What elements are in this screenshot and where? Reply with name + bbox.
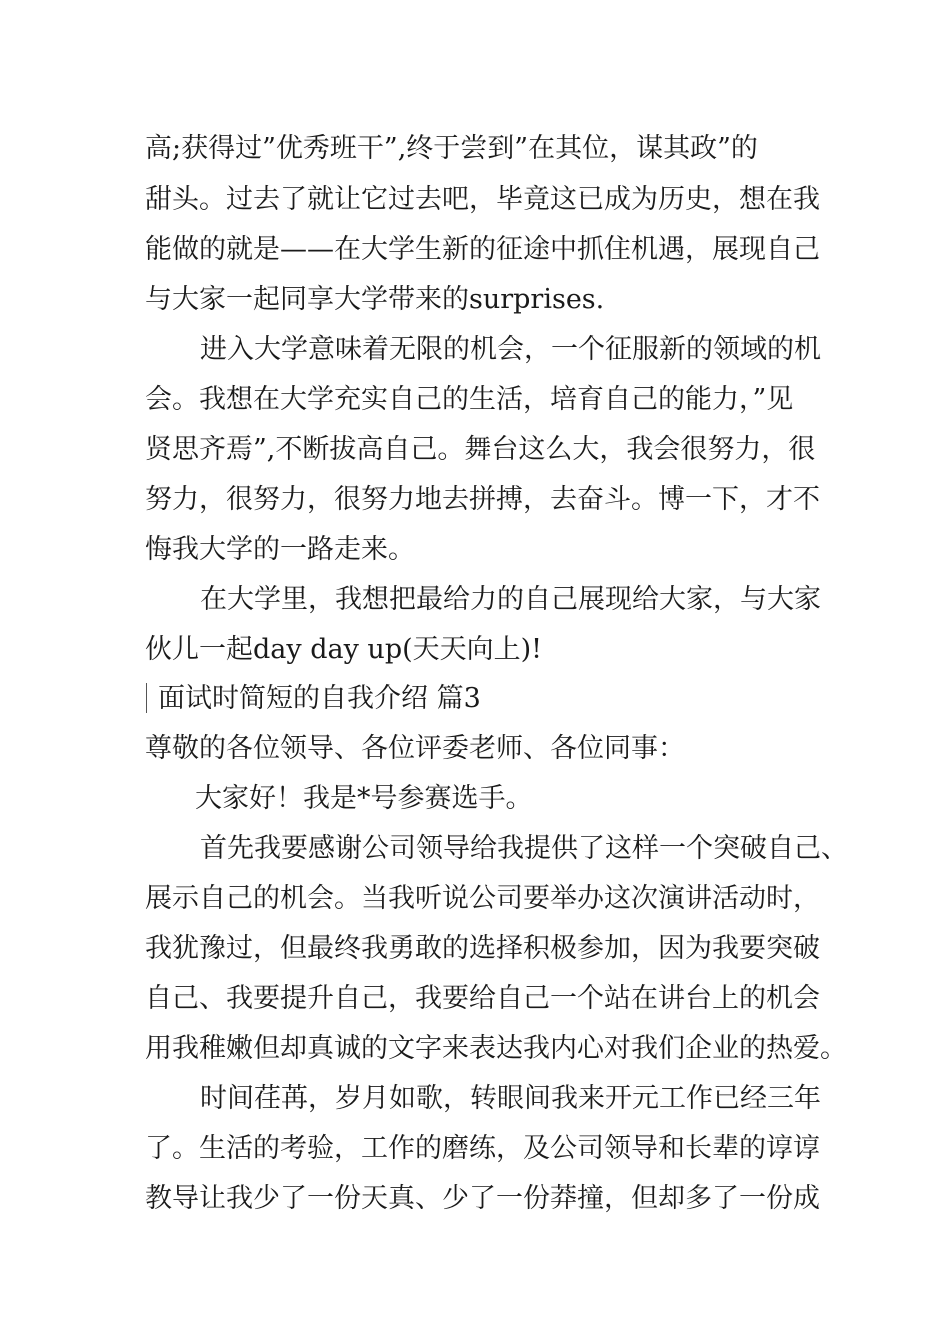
paragraph-line: 进入大学意味着无限的机会，一个征服新的领域的机 bbox=[200, 334, 821, 365]
section-heading: 面试时简短的自我介绍 篇3 bbox=[158, 683, 481, 714]
paragraph-line: 甜头。过去了就让它过去吧，毕竟这已成为历史，想在我 bbox=[145, 184, 820, 215]
paragraph-line: 会。我想在大学充实自己的生活，培育自己的能力，”见 bbox=[145, 384, 794, 415]
paragraph-line: 能做的就是——在大学生新的征途中抓住机遇，展现自己 bbox=[145, 234, 820, 265]
paragraph-line: 首先我要感谢公司领导给我提供了这样一个突破自己、 bbox=[200, 833, 848, 864]
paragraph-line: 自己、我要提升自己，我要给自己一个站在讲台上的机会 bbox=[145, 983, 820, 1014]
paragraph-line: 与大家一起同享大学带来的surprises. bbox=[145, 284, 605, 315]
paragraph-line: 在大学里，我想把最给力的自己展现给大家，与大家 bbox=[200, 584, 821, 615]
paragraph-line: 展示自己的机会。当我听说公司要举办这次演讲活动时， bbox=[145, 883, 820, 914]
paragraph-line: 贤思齐焉”,不断拔高自己。舞台这么大，我会很努力，很 bbox=[145, 434, 816, 465]
heading-marker bbox=[146, 683, 147, 713]
paragraph-line: 时间荏苒，岁月如歌，转眼间我来开元工作已经三年 bbox=[200, 1083, 821, 1114]
salutation-line: 尊敬的各位领导、各位评委老师、各位同事： bbox=[145, 733, 685, 764]
paragraph-line: 教导让我少了一份天真、少了一份莽撞，但却多了一份成 bbox=[145, 1183, 820, 1214]
paragraph-line: 了。生活的考验，工作的磨练，及公司领导和长辈的谆谆 bbox=[145, 1133, 820, 1164]
paragraph-line: 悔我大学的一路走来。 bbox=[145, 534, 415, 565]
paragraph-line: 我犹豫过，但最终我勇敢的选择积极参加，因为我要突破 bbox=[145, 933, 820, 964]
paragraph-line: 用我稚嫩但却真诚的文字来表达我内心对我们企业的热爱。 bbox=[145, 1033, 847, 1064]
paragraph-line: 伙儿一起day day up(天天向上)! bbox=[145, 634, 543, 665]
paragraph-line: 努力，很努力，很努力地去拼搏，去奋斗。博一下，才不 bbox=[145, 484, 820, 515]
paragraph-line: 高;获得过”优秀班干”,终于尝到”在其位，谋其政”的 bbox=[145, 133, 758, 164]
paragraph-line: 大家好！我是*号参赛选手。 bbox=[195, 783, 533, 814]
